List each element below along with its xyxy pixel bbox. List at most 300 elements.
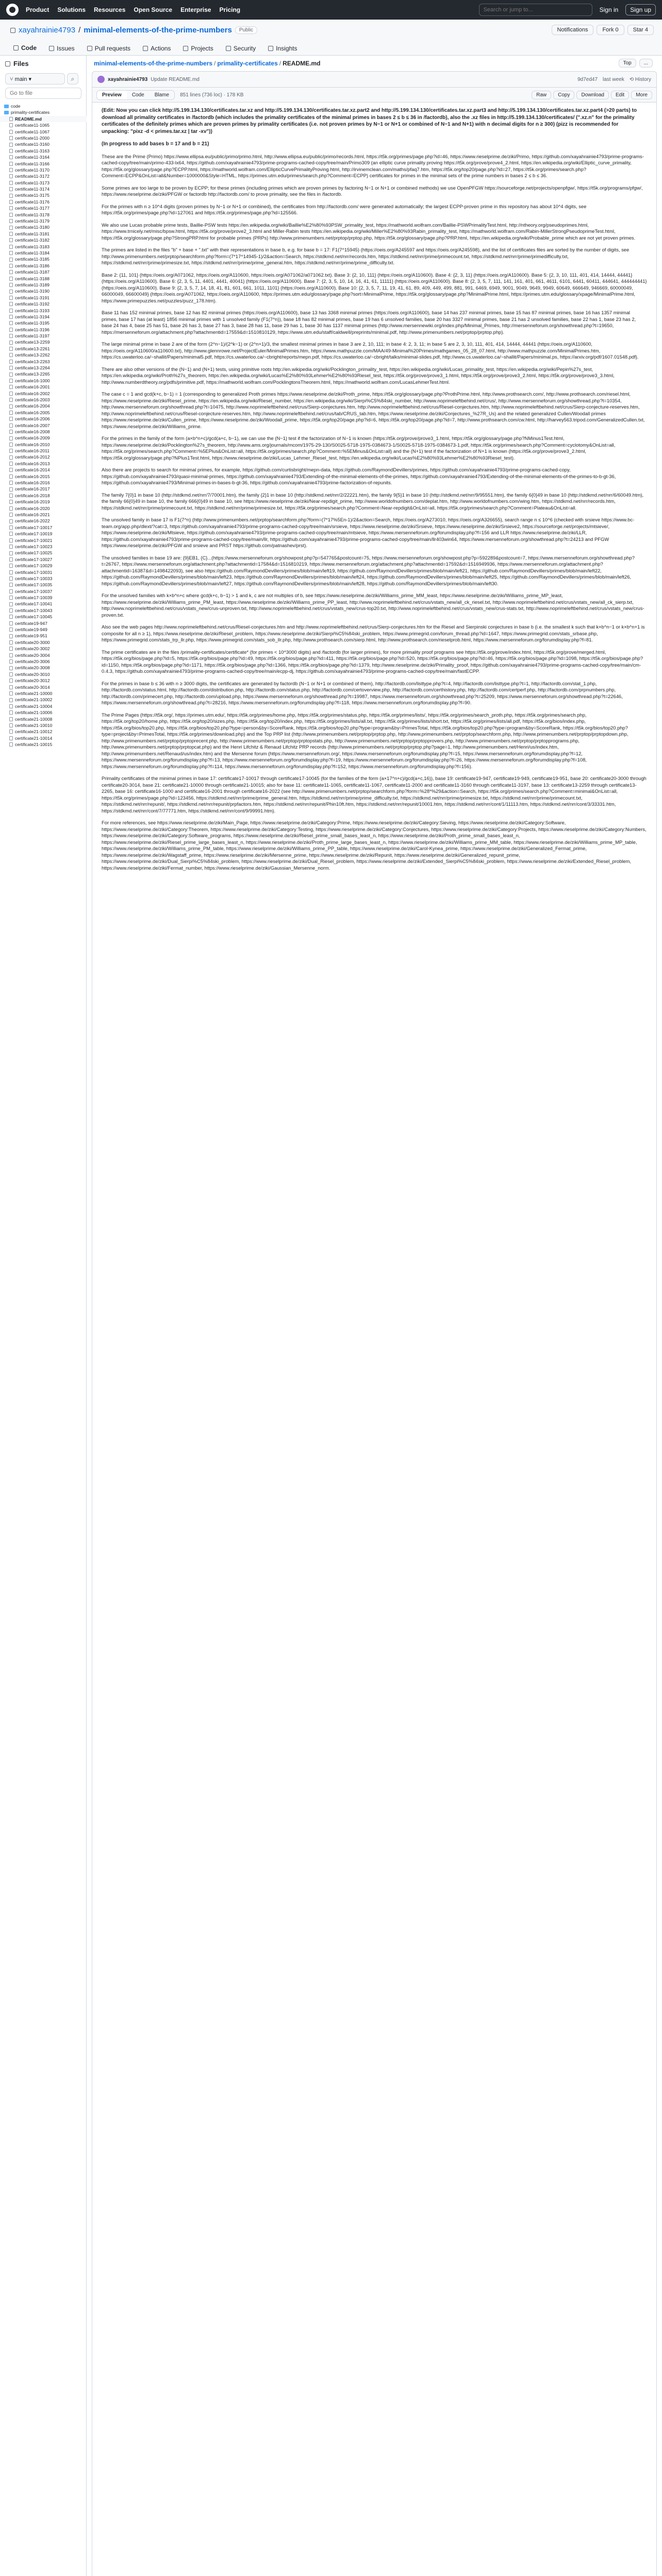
tree-item-label: certificate11-3170 <box>15 167 49 173</box>
tree-file[interactable] <box>0 359 87 365</box>
tree-file[interactable] <box>0 486 87 492</box>
tree-file[interactable] <box>0 231 87 237</box>
file-icon <box>9 653 13 657</box>
file-icon <box>9 468 13 472</box>
tree-file[interactable] <box>0 741 87 748</box>
breadcrumb-actions <box>619 59 653 67</box>
tree-file[interactable] <box>0 122 87 128</box>
tree-file[interactable] <box>0 595 87 601</box>
tab-code[interactable] <box>8 42 42 57</box>
tree-file[interactable] <box>0 607 87 614</box>
tree-file[interactable] <box>0 282 87 288</box>
tab-insights-label: Insights <box>276 45 297 52</box>
tree-file[interactable] <box>0 537 87 544</box>
readme-paragraph: For the primes with n ≥ 10^4 digits (proven primes by N−1 or N+1 or combined), the certificates from http://factordb.com/ were generated automatically; the largest ECPP-proven prime in this repository has about 10^4 digits, see https://t5k.org/primes/page.php?id=127061 and https://t5k.org/primes/page.php?id=125566. <box>102 203 587 215</box>
file-icon <box>9 168 13 172</box>
tree-item-label: certificate17-10019 <box>15 531 53 537</box>
folder-icon <box>4 105 9 108</box>
tree-file[interactable] <box>0 703 87 709</box>
tree-item-label: certificate17-10045 <box>15 614 53 620</box>
file-icon <box>9 411 13 415</box>
tree-item-label: certificate19-951 <box>15 633 47 639</box>
file-icon <box>9 589 13 594</box>
tree-file[interactable] <box>0 454 87 460</box>
tree-file[interactable] <box>0 658 87 665</box>
readme-paragraph: Also see the web pages http://www.noprimeleftbehind.net/crus/Riesel-conjectures.htm and http://www.noprimeleftbehind.net/crus/Sierp-conjectures.htm for the Riesel and Sierpinski conjectures in base b (i.e. the smallest k such that k×b^n−1 or k×b^n+1 is composite for all n ≥ 1), https://www.rieselprime.de/ziki/Riesel_problem, https://www.rieselprime.de/ziki/Sierpi%C5%84ski_problem, https://www.primegrid.com/forum_thread.php?id=1647, https://www.primegrid.com/stats_srbase.php, https://www.primegrid.com/stats_trp_llr.php, https://www.primegrid.com/stats_sob_llr.php, http://www.prothsearch.com/sierp.html, http://www.prothsearch.com/rieselprob.html, https://www.mersenneforum.org/forumdisplay.php?f=81. <box>102 624 645 642</box>
tree-file[interactable] <box>0 601 87 607</box>
readme-paragraph: The prime certificates are in the files /primality-certificates/certificate* (for primes < 10^3000 digits) and /factordb (for larger primes), for more primality proof programs see https://t5k.org/prove/index.html, https://t5k.org/prove/merged.html, https://t5k.org/bios/page.php?id=5, https://t5k.org/bios/page.php?id=49, https://t5k.org/bios/page.php?id=411, https://t5k.org/bios/page.php?id=520, https://t5k.org/bios/page.php?id=46, https://t5k.org/bios/page.php?id=1098, https://t5k.org/bios/page.php?id=1150, https://t5k.org/bios/page.php?id=1171, https://t5k.org/bios/page.php?id=1366, https://t5k.org/bios/page.php?id=1379, http://www.rieselprime.de/ziki/Primality_proof, https://github.com/xayahrainie4793/prime-programs-cached-copy/tree/main/cm-0.4.3, https://github.com/xayahrainie4793/prime-programs-cached-copy/tree/main/ecpp-dj, https://github.com/xayahrainie4793/prime-programs-cached-copy/tree/main/fastECPP. <box>102 649 643 674</box>
tree-item-label: certificate21-10012 <box>15 729 53 735</box>
tree-file[interactable] <box>0 327 87 333</box>
tree-file[interactable] <box>0 505 87 512</box>
readme-paragraph: The unsolved families in base 19 are: {9}EB1, {C}...(https://www.mersenneforum.org/showpost.php?p=547765&postcount=75, https://www.mersenneforum.org/showpost.php?p=592289&postcount=7, https://www.mersenneforum.org/showthread.php?t=26767, https://www.mersenneforum.org/attachment.php?attachmentid=17584&d=1516810219, https://www.mersenneforum.org/attachment.php?attachmentid=17592&d=1516949936, https://www.mersenneforum.org/attachment.php?attachmentid=16387&d=1498422093), see also https://github.com/RaymondDevillers/primes/blob/main/left19, https://github.com/RaymondDevillers/primes/blob/main/left21, https://github.com/RaymondDevillers/primes/blob/main/left22, https://github.com/RaymondDevillers/primes/blob/main/left23, https://github.com/RaymondDevillers/primes/blob/main/left24, https://github.com/RaymondDevillers/primes/blob/main/left25, https://github.com/RaymondDevillers/primes/blob/main/left26, https://github.com/RaymondDevillers/primes/blob/main/left27, https://github.com/RaymondDevillers/primes/blob/main/left28, https://github.com/RaymondDevillers/primes/blob/main/left30. <box>102 554 635 586</box>
tree-file[interactable] <box>0 250 87 256</box>
tree-file[interactable] <box>0 473 87 480</box>
file-icon <box>9 685 13 689</box>
tree-item-label: certificate11-3186 <box>15 263 49 268</box>
tab-projects-label: Projects <box>191 45 213 52</box>
play-icon <box>143 46 148 51</box>
tree-item-label: certificate17-10033 <box>15 575 53 581</box>
file-icon <box>9 500 13 504</box>
readme-paragraph: The Prime Pages (https://t5k.org/, https://primes.utm.edu/, https://t5k.org/primes/home.php, https://t5k.org/primes/status.php, https://t5k.org/primes/lists/, https://t5k.org/primes/search_proth.php, https://t5k.org/primes/search.php, https://t5k.org/top20/home.php, https://t5k.org/top20/sizes.php, https://t5k.org/top20/index.php, https://t5k.org/primes/lists/all.txt, https://t5k.org/primes/lists/short.txt, https://t5k.org/primes/lists/all.pdf, https://t5k.org/bios/index.php, https://t5k.org/bios/top20.php, https://t5k.org/bios/top20.php?type=person&by=ScoreRank, https://t5k.org/bios/top20.php?type=program&by=PrimesTotal, https://t5k.org/bios/top20.php?type=program&by=ScoreRank, https://t5k.org/bios/top20.php?type=project&by=PrimesTotal, https://t5k.org/primes/download.php) and the Top PRP list (http://www.primenumbers.net/prptop/prptop.php, http://www.primenumbers.net/prptop/searchform.php, http://www.primenumbers.net/prptop/prptopdown.php, http://www.primenumbers.net/prptop/prptoprecent.php, http://www.primenumbers.net/prptop/prptopstats.php, http://www.primenumbers.net/prptop/prptopprovers.php, http://www.primenumbers.net/prptop/prptopprograms.php, http://www.primenumbers.net/prptop/prptopcat.php) and the Henri Lifchitz & Renaud Lifchitz PRP records (http://www.primenumbers.net/prptop/prptop.php?page=1, http://www.primenumbers.net/Henri/us/index.htm, http://www.primenumbers.net/Renaud/us/index.htm) and the Mersenne forum (https://www.mersenneforum.org/, https://www.mersenneforum.org/forumdisplay.php?f=15, https://www.mersenneforum.org/forumdisplay.php?f=12, https://www.mersenneforum.org/forumdisplay.php?f=13, https://www.mersenneforum.org/forumdisplay.php?f=19, https://www.mersenneforum.org/forumdisplay.php?f=26, https://www.mersenneforum.org/forumdisplay.php?f=108, https://www.mersenneforum.org/forumdisplay.php?f=114, https://www.mersenneforum.org/forumdisplay.php?f=152, https://www.mersenneforum.org/forumdisplay.php?f=156). <box>102 711 628 769</box>
file-icon <box>9 710 13 715</box>
tree-file[interactable] <box>0 244 87 250</box>
nav-open-source[interactable]: Open Source <box>134 6 173 13</box>
tree-item-label: certificate17-10029 <box>15 563 53 569</box>
tree-file[interactable] <box>0 263 87 269</box>
file-icon <box>9 200 13 204</box>
edit-icon[interactable]: Edit <box>611 91 629 99</box>
github-logo-icon[interactable] <box>6 4 19 16</box>
file-toolbar <box>92 87 657 103</box>
tree-file[interactable] <box>0 224 87 230</box>
file-icon <box>9 596 13 600</box>
tree-item-label: certificate17-10027 <box>15 556 53 562</box>
readme-intro: (Edit: Now you can click http://5.199.134.130/certificates.tar.xz and http://5.199.134.130/certificates.tar.xz.part2 and http://5.199.134.130/certificates.tar.xz.part3 and http://5.199.134.130/certificates.tar.xz.part4 (>20 parts) to download all primality certificates in /factordb (which includes the primality certificates of the minimal primes in bases 2 ≤ b ≤ 36 in /factordb), also the .xz files in http://5.199.134.130/certificates/ (".xz.n" for the primality certificates of the definitely primes which are proven primes by primality certificates (i.e. not proven primes by N−1 or N+1 or combined of N−1 and N+1) with n decimal digits for n ≥ 300) (pizz is recommended for unpacking: "pixz -d < primes.tar.xz | tar -xv")) <box>102 108 637 134</box>
tree-file[interactable] <box>0 512 87 518</box>
tree-item-label: certificate13-2259 <box>15 340 50 345</box>
tree-file[interactable] <box>0 186 87 192</box>
global-header <box>0 0 662 20</box>
file-icon <box>9 430 13 434</box>
tab-pull-requests[interactable] <box>82 42 136 57</box>
file-icon <box>9 647 13 651</box>
file-icon <box>9 366 13 370</box>
tree-item-label: certificate16-2014 <box>15 467 50 473</box>
tree-file[interactable] <box>0 301 87 307</box>
tree-file[interactable] <box>0 378 87 384</box>
tree-file[interactable] <box>0 563 87 569</box>
go-to-file-input[interactable] <box>5 88 81 99</box>
tree-file[interactable] <box>0 575 87 582</box>
more-icon[interactable]: More <box>631 91 652 99</box>
tree-item-label: certificate21-10008 <box>15 716 53 722</box>
tree-file[interactable] <box>0 614 87 620</box>
tree-file[interactable] <box>0 416 87 422</box>
file-icon <box>9 736 13 740</box>
file-icon <box>9 494 13 498</box>
tree-item-label: certificate20-3014 <box>15 684 50 690</box>
readme-paragraph: Some primes are too large to be proven by ECPP; for these primes (including primes which are proven primes by factoring N−1 or N+1 or combined methods) we use OpenPFGW https://sourceforge.net/projects/openpfgw/, https://t5k.org/programs/pfgw/, https://www.rieselprime.de/ziki/PFGW or factordb http://factordb.com/ to prove primality, see the files in /factordb. <box>102 184 643 197</box>
tree-item-label: certificate17-10037 <box>15 588 53 594</box>
file-icon <box>9 730 13 734</box>
tree-item-label: certificate16-2012 <box>15 454 50 460</box>
tree-item-label: certificate11-3182 <box>15 238 49 243</box>
table-icon <box>183 46 188 51</box>
tree-file[interactable] <box>0 371 87 377</box>
tree-file[interactable] <box>0 448 87 454</box>
file-icon <box>9 506 13 511</box>
file-icon <box>9 270 13 274</box>
tree-file[interactable] <box>0 467 87 473</box>
tree-file[interactable] <box>0 192 87 198</box>
tree-file[interactable] <box>0 588 87 595</box>
file-icon <box>9 672 13 676</box>
shield-icon <box>226 46 231 51</box>
tree-item-label: certificate21-10015 <box>15 742 53 748</box>
tree-file[interactable] <box>0 665 87 671</box>
tab-issues-label: Issues <box>57 45 75 52</box>
file-icon <box>9 123 13 127</box>
tree-file[interactable] <box>0 524 87 531</box>
tab-insights[interactable] <box>263 42 302 57</box>
tab-security[interactable] <box>221 42 261 57</box>
tree-file[interactable] <box>0 652 87 658</box>
tree-item-label: certificate11-3185 <box>15 257 49 262</box>
file-icon <box>9 117 13 121</box>
tree-file[interactable] <box>0 646 87 652</box>
tree-file[interactable] <box>0 346 87 352</box>
raw-button[interactable]: Raw <box>532 91 551 99</box>
tree-file[interactable] <box>0 531 87 537</box>
file-icon <box>9 187 13 191</box>
tree-file[interactable] <box>0 314 87 320</box>
file-icon <box>9 302 13 306</box>
nav-enterprise[interactable]: Enterprise <box>180 6 211 13</box>
tree-item-label: certificate16-2017 <box>15 486 50 492</box>
tree-file[interactable] <box>0 205 87 211</box>
tab-issues[interactable] <box>44 42 80 57</box>
tree-folder[interactable] <box>0 109 87 115</box>
tree-item-label: certificate11-3181 <box>15 231 49 236</box>
readme-paragraph: Also there are projects to search for minimal primes, for example, https://github.com/curtisbright/mepn-data, https://github.com/RaymondDevillers/primes, https://github.com/xayahrainie4793/prime-programs-cached-copy, https://github.com/xayahrainie4793/quasi-minimal-primes, https://github.com/xayahrainie4793/Extending-of-the-minimal-elements-of-the-primes, https://github.com/xayahrainie4793/Extending-of-the-minimal-elements-of-the-primes-to-b-gt-36, https://github.com/xayahrainie4793/Minimal-primes-in-bases-b-gt-36, https://github.com/xayahrainie4793/prime-factorization-of-repunits. <box>102 467 616 485</box>
file-icon <box>9 347 13 351</box>
tree-file[interactable] <box>0 320 87 326</box>
tree-item-label: certificate21-10004 <box>15 703 53 709</box>
file-icon <box>9 462 13 466</box>
tree-item-label: certificate11-3194 <box>15 314 49 319</box>
tree-item-label: certificate11-2000 <box>15 135 49 141</box>
tree-item-label: certificate20-3010 <box>15 671 50 677</box>
file-icon <box>9 398 13 402</box>
tree-file[interactable] <box>0 218 87 224</box>
tree-item-label: certificate20-3000 <box>15 639 50 645</box>
tree-item-label: certificate16-2015 <box>15 473 50 479</box>
tab-projects[interactable] <box>178 42 218 57</box>
file-icon <box>9 423 13 428</box>
copy-icon[interactable]: Copy <box>553 91 574 99</box>
readme-paragraph: There are also other versions of the (N−1) and (N+1) tests, using primitive roots http://en.wikipedia.org/wiki/Pocklington_primality_test, https://en.wikipedia.org/wiki/Lucas_primality_test, https://en.wikipedia.org/wiki/Pepin%27s_test, https://en.wikipedia.org/wiki/Proth%27s_theorem, https://en.wikipedia.org/wiki/Lucas%E2%80%93Lehmer%E2%80%93Riesel_test, https://t5k.org/prove/prove3_1.html, https://t5k.org/prove/prove3_2.html, https://t5k.org/prove/prove3_3.html, http://www.numberdtheory.org/pdfs/primitive.pdf, https://mathworld.wolfram.com/PocklingtonsTheorem.html, https://mathworld.wolfram.com/LucasLehmerTest.html. <box>102 366 615 385</box>
tree-file[interactable] <box>0 403 87 409</box>
tree-file[interactable] <box>0 148 87 154</box>
file-icon <box>9 341 13 345</box>
tree-file[interactable] <box>0 550 87 556</box>
nav-product[interactable]: Product <box>26 6 49 13</box>
file-icon <box>9 634 13 638</box>
file-tools <box>532 91 652 99</box>
tree-file[interactable] <box>0 141 87 147</box>
repo-actions <box>552 25 654 35</box>
tree-item-label: certificate11-3184 <box>15 250 49 256</box>
file-icon <box>9 545 13 549</box>
tree-file[interactable] <box>0 352 87 358</box>
tree-item-label: certificate16-2001 <box>15 384 50 390</box>
file-icon <box>9 717 13 721</box>
commit-message[interactable]: Update README.md <box>151 76 200 82</box>
tree-folder[interactable] <box>0 103 87 109</box>
chevron-down-icon: ▾ <box>27 76 32 82</box>
file-icon <box>9 226 13 230</box>
file-icon <box>9 742 13 747</box>
tree-item-label: certificate11-3183 <box>15 244 49 249</box>
tree-file[interactable] <box>0 544 87 550</box>
readme-paragraph: For the primes in base b ≤ 36 with n ≥ 3000 digits, the certificates are generated by factordb (N−1 or N+1 or combined of them), http://factordb.com/listtype.php?t=4, http://factordb.com/listtype.php?t=1, http://factordb.com/stat_1.php, http://factordb.com/status.html, http://factordb.com/distribution.php, http://factordb.com/status.php, http://factordb.com/certoverview.php, http://factordb.com/certhistory.php, http://factordb.com/certperf.php, http://factordb.com/prpnumbers.php, http://factordb.com/primecert.php, http://factordb.com/upload.php, https://www.mersenneforum.org/showthread.php?t=19987, https://www.mersenneforum.org/showthread.php?t=25209, https://www.mersenneforum.org/showthread.php?t=22646, https://www.mersenneforum.org/showthread.php?t=28216, https://www.mersenneforum.org/forumdisplay.php?f=118, https://www.mersenneforum.org/forumdisplay.php?f=90. <box>102 680 623 705</box>
breadcrumb <box>94 60 320 67</box>
tree-file[interactable] <box>0 722 87 728</box>
file-icon <box>9 691 13 696</box>
file-icon <box>9 455 13 460</box>
star-button[interactable]: Star 4 <box>627 25 654 35</box>
tree-item-label: certificate16-1000 <box>15 378 50 383</box>
tree-file[interactable] <box>0 569 87 575</box>
tree-file[interactable] <box>0 728 87 735</box>
tree-file[interactable] <box>0 435 87 441</box>
search-icon[interactable]: ⌕ <box>67 73 78 84</box>
file-icon <box>9 251 13 255</box>
tree-file[interactable] <box>0 365 87 371</box>
tree-file[interactable] <box>0 461 87 467</box>
global-search-input[interactable] <box>479 4 592 16</box>
tree-file[interactable] <box>0 677 87 684</box>
file-icon <box>9 372 13 377</box>
tree-file[interactable] <box>0 429 87 435</box>
file-icon <box>9 532 13 536</box>
file-icon <box>9 277 13 281</box>
tab-pull-requests-label: Pull requests <box>94 45 131 52</box>
file-icon <box>9 443 13 447</box>
more-options-button[interactable]: ... <box>639 59 653 67</box>
readme-paragraph: For the unsolved families with k×b^n+c where gcd(k+c, b−1) > 1 and k, c are not multiples of b, see https://www.rieselprime.de/ziki/Williams_prime_MM_least, https://www.rieselprime.de/ziki/Williams_prime_MP_least, https://www.rieselprime.de/ziki/Williams_prime_PM_least, https://www.rieselprime.de/ziki/Williams_prime_PP_least, http://www.noprimeleftbehind.net/crus/vstats_new/all_ck_riesel.txt, http://www.noprimeleftbehind.net/crus/vstats_new/all_ck_sierp.txt, http://www.noprimeleftbehind.net/crus/vstats_new/crus-unproven.txt, http://www.noprimeleftbehind.net/crus/vstats_new/crus-top20.txt, http://www.noprimeleftbehind.net/crus/vstats_new/crus-stats.txt, http://www.noprimeleftbehind.net/crus/vstats_new/crus-proven.txt. <box>102 592 644 618</box>
tree-item-label: certificate11-3164 <box>15 155 49 160</box>
readme-paragraph: The large minimal prime in base 2 are of the form (2^n−1)/(2^k−1) or (2^n+1)/3, the smallest minimal primes in base 3 are 2, 10, 111; in base 4: 2, 3, 11; in base 5 are 2, 3, 10, 111, 401, 414, 14444, 44441 (https://oeis.org/A110600, https://oeis.org/A110600/a110600.txt), http://www.glennrowe.net/ProjectEuler/MinimalPrimes.htm, https://www.mathpuzzle.com/MAA/49-Minimal%20Primes/mathgames_05_28_07.html, http://www.mathpuzzle.com/MinimalPrimes.htm, https://cs.uwaterloo.ca/~shallit/Papers/minimal5.pdf, https://cs.uwaterloo.ca/~cbright/reports/mepn.pdf, https://cs.uwaterloo.ca/~cbright/talks/minimal-slides.pdf, http://www.cs.uwaterloo.ca/~shallit/Papers/minimal.ps, https://arxiv.org/pdf/1607.01548.pdf). <box>102 341 639 360</box>
tree-file[interactable] <box>0 161 87 167</box>
tree-item-label: certificate16-2010 <box>15 442 50 447</box>
history-link[interactable] <box>630 77 651 82</box>
file-icon <box>9 474 13 479</box>
nav-solutions[interactable]: Solutions <box>57 6 86 13</box>
tree-file[interactable] <box>0 493 87 499</box>
avatar[interactable] <box>97 76 105 83</box>
tree-file[interactable] <box>0 633 87 639</box>
tree-item-label: certificate11-1065 <box>15 123 49 128</box>
tree-item-label: certificate11-3192 <box>15 301 49 307</box>
tree-file[interactable] <box>0 154 87 160</box>
tree-file[interactable] <box>0 626 87 633</box>
repo-icon <box>10 28 15 33</box>
branch-selector[interactable] <box>5 73 65 84</box>
tree-file[interactable] <box>0 276 87 282</box>
visibility-badge: Public <box>235 26 257 34</box>
file-icon <box>9 309 13 313</box>
file-icon <box>9 564 13 568</box>
file-icon <box>9 526 13 530</box>
tree-file[interactable] <box>0 339 87 345</box>
file-icon <box>9 155 13 159</box>
tree-item-label: certificate11-3166 <box>15 161 49 166</box>
tree-item-label: certificate11-3187 <box>15 269 49 275</box>
file-icon <box>9 551 13 555</box>
tree-file[interactable] <box>0 288 87 294</box>
nav-resources[interactable]: Resources <box>94 6 126 13</box>
tree-file[interactable] <box>0 410 87 416</box>
file-icon <box>9 538 13 543</box>
tree-item-label: certificate13-2261 <box>15 346 50 351</box>
tree-file[interactable] <box>0 384 87 390</box>
file-icon <box>9 417 13 421</box>
tree-file[interactable] <box>0 180 87 186</box>
tree-file[interactable] <box>0 518 87 524</box>
code-button[interactable]: Code <box>127 91 150 99</box>
readme-body <box>92 102 657 2576</box>
tree-item-label: certificate11-3180 <box>15 225 49 230</box>
sign-in-link[interactable]: Sign in <box>599 6 619 13</box>
file-icon <box>9 404 13 409</box>
tree-file[interactable] <box>0 173 87 179</box>
tree-file[interactable] <box>0 308 87 314</box>
tree-item-label: certificate16-2007 <box>15 422 50 428</box>
tree-file[interactable] <box>0 620 87 626</box>
file-icon <box>9 628 13 632</box>
view-mode-toggle <box>96 90 175 100</box>
tree-file[interactable] <box>0 391 87 397</box>
file-icon <box>9 283 13 287</box>
tree-file[interactable] <box>0 690 87 697</box>
download-icon[interactable]: Download <box>576 91 608 99</box>
tree-file[interactable] <box>0 116 87 122</box>
tree-file[interactable] <box>0 135 87 141</box>
tree-file[interactable] <box>0 556 87 563</box>
tree-item-label: certificate20-3002 <box>15 646 50 652</box>
tree-item-label: primality-certificates <box>11 110 50 115</box>
repo-owner-link[interactable]: xayahrainie4793 <box>19 26 76 35</box>
sign-up-button[interactable]: Sign up <box>625 4 656 15</box>
tree-file[interactable] <box>0 269 87 275</box>
readme-paragraph: For the primes in the family of the form (a×b^n+c)/gcd(a+c, b−1), we can use the (N−1) test if the factorization of N−1 is known (https://t5k.org/prove/prove3_1.html, https://t5k.org/glossary/page.php?NMinus1Test.html, https://www.rieselprime.de/ziki/Pocklington%27s_theorem, http://www.ams.org/journals/mcom/1975-29-130/S0025-5718-1975-0384673-1/S0025-5718-1975-0384673-1.pdf, https://t5k.org/primes/search.php?Comment=cyclotomy&OnList=all, https://t5k.org/primes/search.php?Comment=%5EPlus&OnList=all, https://t5k.org/primes/search.php?Comment=%5EMinus&OnList=all) and the (N+1) test if the factorization of N+1 is known (https://t5k.org/prove/prove3_2.html, https://t5k.org/glossary/page.php?NPlus1Test.html, https://www.rieselprime.de/ziki/Lucas_Lehmer_Riesel_test, https://en.wikipedia.org/wiki/Lucas%E2%80%93Lehmer%E2%80%93Riesel_test). <box>102 435 616 461</box>
tree-file[interactable] <box>0 333 87 339</box>
tree-file[interactable] <box>0 129 87 135</box>
commit-author[interactable]: xayahrainie4793 <box>108 76 148 82</box>
tree-file[interactable] <box>0 716 87 722</box>
tree-item-label: certificate16-2020 <box>15 505 50 511</box>
notifications-button[interactable]: Notifications <box>552 25 594 35</box>
file-icon <box>9 513 13 517</box>
branch-icon: ⑂ <box>10 76 15 82</box>
readme-paragraph: These are the Prime (Primo) https://www.ellipsa.eu/public/primo/primo.html, http://www.ellipsa.eu/public/primo/records.html, https://t5k.org/primes/page.php?id=46, https://www.rieselprime.de/ziki/Primo, https://github.com/xayahrainie4793/prime-programs-cached-copy/tree/main/primo-433-lx64, https://github.com/xayahrainie4793/prime-programs-cached-copy/tree/main/Primo309 (an elliptic curve primality proving https://t5k.org/prove/prove4_2.html, https://en.wikipedia.org/wiki/Elliptic_curve_primality, https://t5k.org/glossary/page.php?ECPP.html, https://mathworld.wolfram.com/EllipticCurvePrimalityProving.html, http://irvinemclean.com/maths/pfaq7.htm, https://t5k.org/top20/page.php?id=27, https://t5k.org/primes/search.php?Comment=ECPP&OnList=all&Number=1000000&Style=HTML, https://primes.utm.edu/primes/search.php?Comment=ECPP) certificates for primes in the minimal sets of the prime numbers in bases 2 ≤ b ≤ 36. <box>102 153 644 178</box>
tree-file[interactable] <box>0 671 87 677</box>
tree-file[interactable] <box>0 422 87 429</box>
folder-icon <box>4 111 9 114</box>
repo-title <box>10 26 257 35</box>
tree-item-label: certificate19-949 <box>15 627 47 633</box>
breadcrumb-folder[interactable]: primality-certificates <box>217 60 278 67</box>
file-meta: 851 lines (736 loc) · 178 KB <box>180 92 244 98</box>
tree-file[interactable] <box>0 480 87 486</box>
readme-paragraph: For more references, see https://www.rieselprime.de/ziki/Main_Page, https://www.rieselprime.de/ziki/Category:Prime, https://www.rieselprime.de/ziki/Category:Sieving, https://www.rieselprime.de/ziki/Category:Software, https://www.rieselprime.de/ziki/Category:Theorem, https://www.rieselprime.de/ziki/Category:Testing, https://www.rieselprime.de/ziki/Category:Conjectures, https://www.rieselprime.de/ziki/Category:Projects, https://www.rieselprime.de/ziki/Category:Numbers, https://www.rieselprime.de/ziki/Category:Software_programs, https://www.rieselprime.de/ziki/Riesel_prime_small_bases_least_n, https://www.rieselprime.de/ziki/Proth_prime_small_bases_least_n, https://www.rieselprime.de/ziki/Riesel_prime_large_bases_least_n, https://www.rieselprime.de/ziki/Proth_prime_large_bases_least_n, https://www.rieselprime.de/ziki/Williams_prime_MM_table, https://www.rieselprime.de/ziki/Williams_prime_MP_table, https://www.rieselprime.de/ziki/Williams_prime_PM_table, https://www.rieselprime.de/ziki/Williams_prime_PP_table, https://www.rieselprime.de/ziki/Carol-Kynea_prime, https://www.rieselprime.de/ziki/Generalized_Fermat_prime, https://www.rieselprime.de/ziki/Wagstaff_prime, https://www.rieselprime.de/ziki/Mersenne_prime, https://www.rieselprime.de/ziki/Repunit, https://www.rieselprime.de/ziki/Generalized_repunit_prime, https://www.rieselprime.de/ziki/Dual_Sierpi%C5%84ski_problem, https://www.rieselprime.de/ziki/Dual_Riesel_problem, https://www.rieselprime.de/ziki/Extended_Sierpi%C5%84ski_problem, https://www.rieselprime.de/ziki/Extended_Riesel_problem, https://www.rieselprime.de/ziki/Fermat_number, https://www.rieselprime.de/ziki/Gaussian_Mersenne_norm. <box>102 820 647 871</box>
tree-file[interactable] <box>0 199 87 205</box>
tree-file[interactable] <box>0 684 87 690</box>
tree-file[interactable] <box>0 237 87 243</box>
tree-file[interactable] <box>0 697 87 703</box>
tree-file[interactable] <box>0 256 87 262</box>
tree-item-label: certificate11-3175 <box>15 193 49 198</box>
preview-button[interactable]: Preview <box>97 91 127 99</box>
commit-hash[interactable]: 9d7ed47 <box>577 76 598 82</box>
file-icon <box>9 723 13 727</box>
tree-file[interactable] <box>0 709 87 716</box>
tree-item-label: certificate20-3004 <box>15 652 50 658</box>
tree-item-label: certificate21-10000 <box>15 690 53 696</box>
sidebar-collapse-icon[interactable] <box>5 61 10 66</box>
tree-file[interactable] <box>0 167 87 173</box>
latest-commit-bar <box>92 71 657 88</box>
tree-item-label: certificate11-3195 <box>15 320 49 326</box>
tree-file[interactable] <box>0 295 87 301</box>
tree-file[interactable] <box>0 582 87 588</box>
file-icon <box>9 608 13 613</box>
fork-button[interactable]: Fork 0 <box>597 25 624 35</box>
tree-item-label: certificate11-3176 <box>15 199 49 205</box>
branch-name: main <box>14 76 27 82</box>
tree-item-label: certificate11-3193 <box>15 308 49 313</box>
file-icon <box>9 245 13 249</box>
tree-file[interactable] <box>0 639 87 646</box>
tab-actions[interactable] <box>138 42 176 57</box>
breadcrumb-repo[interactable]: minimal-elements-of-the-prime-numbers <box>94 60 213 67</box>
top-button[interactable]: Top <box>619 59 636 67</box>
readme-paragraph: Base 2: {11, 101} (https://oeis.org/A071062, https://oeis.org/A110600, https://oeis.org/A071062/a071062.txt). Base 3: {2, 10, 111} (https://oeis.org/A110600). Base 4: {2, 3, 11} (https://oeis.org/A110600). Base 5: {2, 3, 10, 111, 401, 414, 14444, 44441} (https://oeis.org/A110600). Base 6: {2, 3, 5, 11, 4401, 4441, 40041} (https://oeis.org/A110600). Base 7: {2, 3, 5, 10, 14, 16, 41, 61, 11111} (https://oeis.org/A110600). Base 8: {2, 3, 5, 7, 111, 141, 161, 401, 661, 4611, 6101, 6441, 60411, 444641, 444444441} (https://oeis.org/A110600). Base 9: {2, 3, 5, 7, 14, 18, 41, 81, 601, 661, 1011, 1101} (https://oeis.org/A110600). Base 10: {2, 3, 5, 7, 11, 19, 41, 61, 89, 409, 449, 499, 881, 991, 6469, 6949, 9001, 9049, 9649, 9949, 60649, 666649, 946669, 60000049, 66000049, 66600049} (https://oeis.org/A071062, https://oeis.org/A110600, https://primes.utm.edu/glossary/page.php?sort=MinimalPrime, https://t5k.org/glossary/page.php?MinimalPrime.html, https://primes.utm.edu/glossary/xpage/MinimalPrime.html, https://www.primepuzzles.net/puzzles/puzz_178.htm). <box>102 272 647 303</box>
tree-file[interactable] <box>0 499 87 505</box>
tree-file[interactable] <box>0 397 87 403</box>
tree-item-label: certificate16-2016 <box>15 480 50 486</box>
repo-tabs <box>8 42 303 57</box>
tree-item-label: certificate16-2011 <box>15 448 49 454</box>
tree-file[interactable] <box>0 735 87 741</box>
file-icon <box>9 615 13 619</box>
tree-item-label: certificate16-2019 <box>15 499 50 505</box>
file-icon <box>9 149 13 153</box>
file-tree-title-label: Files <box>13 60 29 67</box>
blame-button[interactable]: Blame <box>150 91 174 99</box>
tree-file[interactable] <box>0 442 87 448</box>
file-icon <box>9 481 13 485</box>
tree-file[interactable] <box>0 212 87 218</box>
file-icon <box>9 557 13 562</box>
file-icon <box>9 321 13 325</box>
repo-name-link[interactable]: minimal-elements-of-the-prime-numbers <box>84 26 232 35</box>
file-tree <box>0 103 87 748</box>
nav-pricing[interactable]: Pricing <box>219 6 241 13</box>
